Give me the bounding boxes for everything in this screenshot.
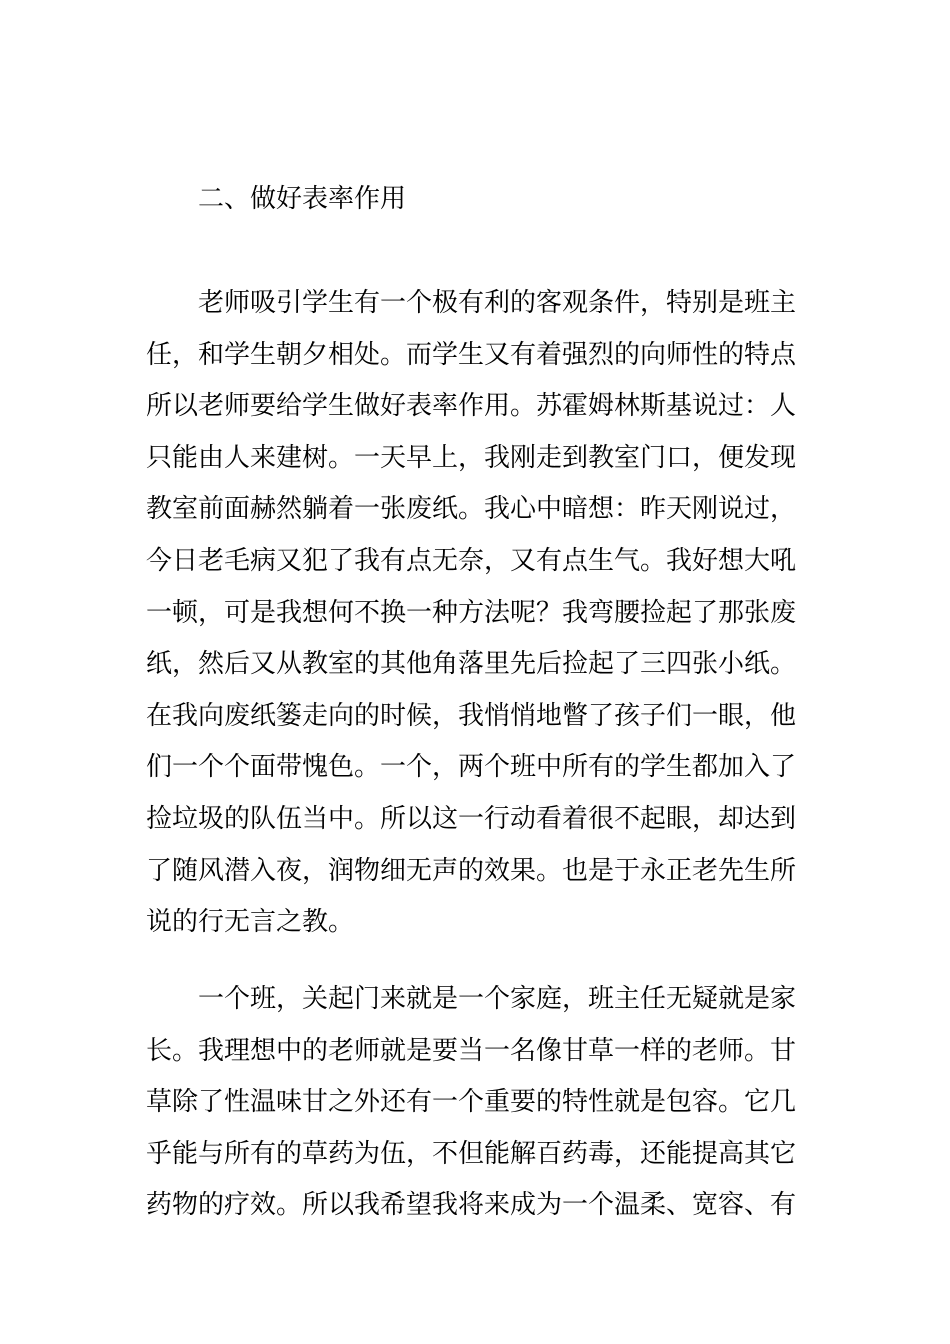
paragraph-line: 老师吸引学生有一个极有利的客观条件，特别是班主	[198, 288, 797, 318]
paragraph-line: 药物的疗效。所以我希望我将来成为一个温柔、宽容、有	[146, 1190, 797, 1221]
paragraph-line: 在我向废纸篓走向的时候，我悄悄地瞥了孩子们一眼，他	[146, 700, 797, 731]
paragraph-line: 草除了性温味甘之外还有一个重要的特性就是包容。它几	[146, 1087, 797, 1118]
paragraph-line: 们一个个面带愧色。一个，两个班中所有的学生都加入了	[146, 752, 797, 783]
paragraph-line: 只能由人来建树。一天早上，我刚走到教室门口，便发现	[146, 442, 797, 473]
paragraph-line: 了随风潜入夜，润物细无声的效果。也是于永正老先生所	[146, 855, 797, 886]
paragraph-line: 说的行无言之教。	[146, 907, 355, 938]
paragraph-line: 教室前面赫然躺着一张废纸。我心中暗想：昨天刚说过，	[146, 494, 797, 525]
paragraph-line: 乎能与所有的草药为伍，不但能解百药毒，还能提高其它	[146, 1138, 797, 1169]
paragraph-line: 一顿，可是我想何不换一种方法呢？我弯腰捡起了那张废	[146, 597, 797, 628]
paragraph-line: 纸，然后又从教室的其他角落里先后捡起了三四张小纸。	[146, 649, 797, 680]
paragraph-line: 捡垃圾的队伍当中。所以这一行动看着很不起眼，却达到	[146, 803, 797, 834]
paragraph	[146, 278, 806, 949]
paragraph-line: 长。我理想中的老师就是要当一名像甘草一样的老师。甘	[146, 1035, 797, 1066]
paragraph-line: 今日老毛病又犯了我有点无奈，又有点生气。我好想大吼	[146, 545, 797, 576]
section-heading: 二、做好表率作用	[198, 184, 407, 214]
paragraph-line: 任，和学生朝夕相处。而学生又有着强烈的向师性的特点	[146, 339, 797, 370]
paragraph-line: 所以老师要给学生做好表率作用。苏霍姆林斯基说过：人	[146, 391, 797, 422]
paragraph-line: 一个班，关起门来就是一个家庭，班主任无疑就是家	[198, 984, 797, 1014]
paragraph	[146, 974, 806, 1232]
